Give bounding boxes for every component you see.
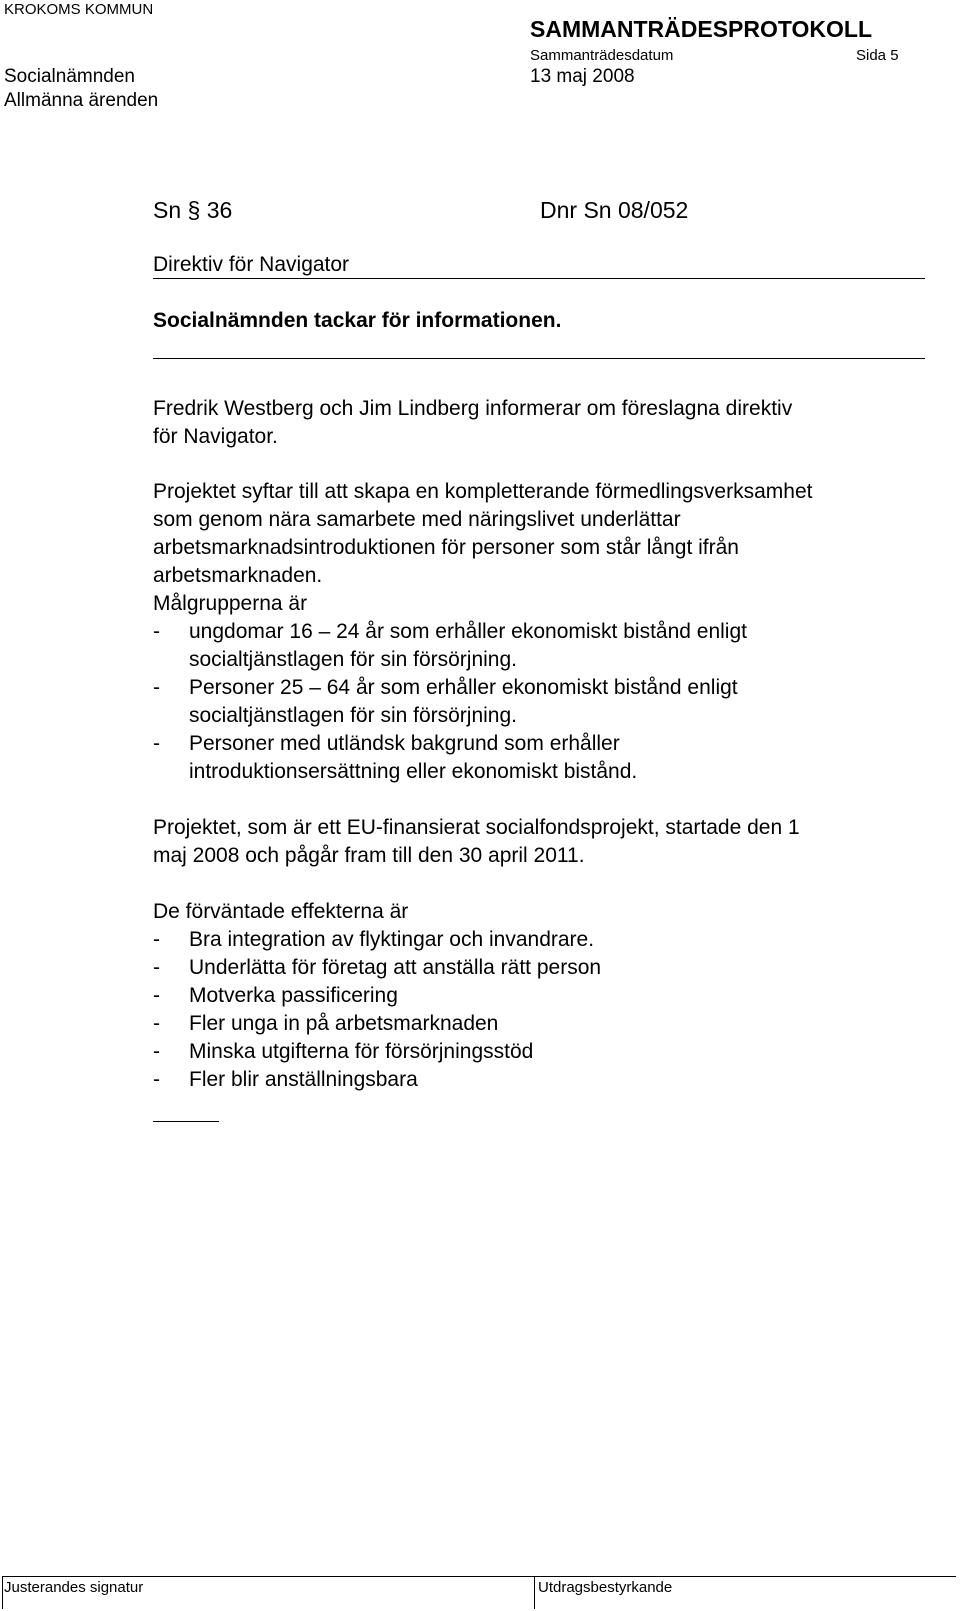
purpose-line: arbetsmarknaden. <box>153 564 323 587</box>
list-dash: - <box>153 676 160 699</box>
list-dash: - <box>153 732 160 755</box>
list-item <box>153 730 943 786</box>
list-item <box>153 674 943 730</box>
list-item <box>153 954 943 982</box>
list-item-line: socialtjänstlagen för sin försörjning. <box>189 648 518 671</box>
section-name: Allmänna ärenden <box>4 90 159 111</box>
list-item-line: socialtjänstlagen för sin försörjning. <box>189 704 518 727</box>
decision-divider <box>153 358 925 359</box>
list-item <box>153 982 943 1010</box>
target-group-list <box>153 618 943 786</box>
footer-border-middle <box>534 1577 535 1609</box>
meeting-date: 13 maj 2008 <box>530 66 635 87</box>
purpose-paragraph <box>153 478 943 618</box>
case-dnr: Dnr Sn 08/052 <box>540 197 689 223</box>
funding-line: Projektet, som är ett EU-finansierat socialfondsprojekt, startade den 1 <box>153 816 800 839</box>
footer-border-left <box>2 1577 3 1609</box>
list-dash: - <box>153 620 160 643</box>
list-item-line: Personer 25 – 64 år som erhåller ekonomiskt bistånd enligt <box>189 676 738 699</box>
list-dash: - <box>153 1012 160 1035</box>
list-item <box>153 1010 943 1038</box>
list-dash: - <box>153 1040 160 1063</box>
case-subject: Direktiv för Navigator <box>153 252 925 279</box>
list-item-line: Personer med utländsk bakgrund som erhåller <box>189 732 620 755</box>
page-number: Sida 5 <box>856 47 899 64</box>
intro-line: för Navigator. <box>153 425 278 448</box>
funding-line: maj 2008 och pågår fram till den 30 april 2011. <box>153 844 585 867</box>
list-dash: - <box>153 928 160 951</box>
decision-text: Socialnämnden tackar för informationen. <box>153 309 562 332</box>
target-heading: Målgrupperna är <box>153 592 308 615</box>
municipality-name: KROKOMS KOMMUN <box>4 1 154 18</box>
list-dash: - <box>153 1068 160 1091</box>
effects-list <box>153 926 943 1094</box>
list-item-text: Motverka passificering <box>189 984 398 1007</box>
intro-paragraph <box>153 395 943 451</box>
list-item-text: Underlätta för företag att anställa rätt person <box>189 956 602 979</box>
list-item-line: introduktionsersättning eller ekonomiskt bistånd. <box>189 760 638 783</box>
list-item-line: ungdomar 16 – 24 år som erhåller ekonomiskt bistånd enligt <box>189 620 747 643</box>
department-name: Socialnämnden <box>4 66 135 87</box>
list-item-text: Bra integration av flyktingar och invandrare. <box>189 928 595 951</box>
case-number: Sn § 36 <box>153 197 233 223</box>
list-item-text: Fler unga in på arbetsmarknaden <box>189 1012 499 1035</box>
document-title: SAMMANTRÄDESPROTOKOLL <box>530 16 873 42</box>
purpose-line: som genom nära samarbete med näringslivet underlättar <box>153 508 681 531</box>
purpose-line: Projektet syftar till att skapa en kompletterande förmedlingsverksamhet <box>153 480 813 503</box>
certified-label: Utdragsbestyrkande <box>538 1579 673 1596</box>
meeting-date-label: Sammanträdesdatum <box>530 47 674 64</box>
list-item <box>153 926 943 954</box>
signature-label: Justerandes signatur <box>4 1579 144 1596</box>
effects-heading: De förväntade effekterna är <box>153 900 409 923</box>
list-item-text: Fler blir anställningsbara <box>189 1068 418 1091</box>
list-dash: - <box>153 956 160 979</box>
list-item <box>153 618 943 674</box>
end-rule <box>153 1121 219 1122</box>
list-item <box>153 1066 943 1094</box>
list-dash: - <box>153 984 160 1007</box>
purpose-line: arbetsmarknadsintroduktionen för personer som står långt ifrån <box>153 536 739 559</box>
footer-divider <box>2 1576 956 1577</box>
list-item <box>153 1038 943 1066</box>
intro-line: Fredrik Westberg och Jim Lindberg informerar om föreslagna direktiv <box>153 397 793 420</box>
list-item-text: Minska utgifterna för försörjningsstöd <box>189 1040 534 1063</box>
funding-paragraph <box>153 814 943 870</box>
